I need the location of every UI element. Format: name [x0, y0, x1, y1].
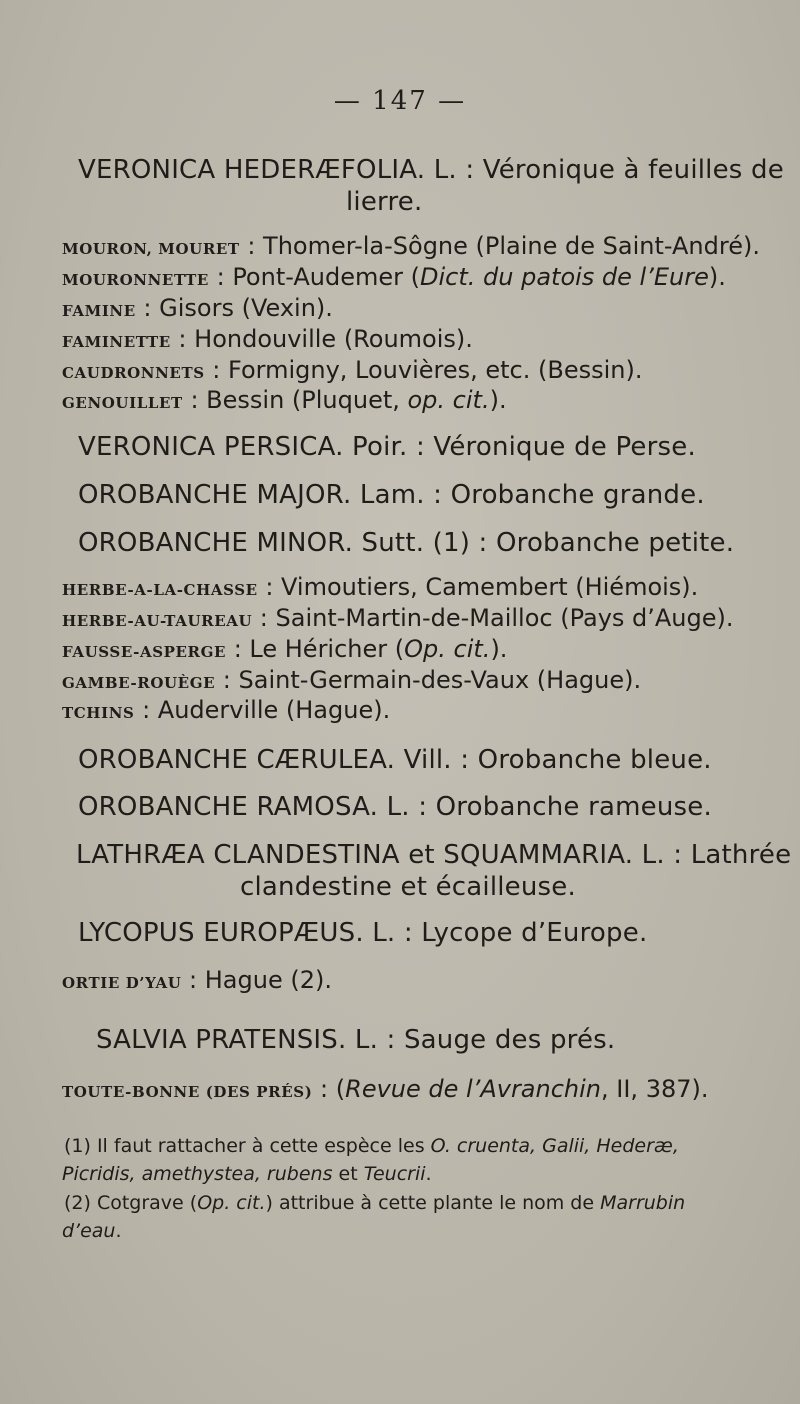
footnote-italic: d’eau — [62, 1220, 116, 1242]
dialect-entry — [62, 966, 332, 994]
page-number: — 147 — — [333, 86, 467, 116]
footnote-text: . — [425, 1163, 432, 1185]
species-heading-orobanche-caerulea: OROBANCHE CÆRULEA. Vill. : Orobanche bleue. — [78, 745, 712, 775]
footnote-text: (2) Cotgrave ( — [64, 1192, 198, 1214]
dialect-term: TOUTE-BONNE (DES PRÉS) — [62, 1083, 313, 1101]
dialect-location: : Bessin (Pluquet, — [182, 386, 408, 414]
footnote-text: et — [332, 1163, 364, 1185]
dialect-entry — [62, 263, 726, 291]
dialect-entry — [62, 635, 507, 663]
dialect-term: FAMINETTE — [62, 333, 171, 351]
dialect-entry — [62, 325, 473, 353]
dialect-term: HERBE-A-LA-CHASSE — [62, 581, 258, 599]
footnote-italic: O. cruenta, Galii, Hederæ, — [430, 1135, 679, 1157]
dialect-entry — [62, 356, 642, 384]
dialect-source: Op. cit. — [404, 635, 491, 663]
dialect-term: CAUDRONNETS — [62, 364, 205, 382]
species-heading-line: VERONICA HEDERÆFOLIA. L. : Véronique à feuilles de — [78, 155, 784, 185]
dialect-location: : Auderville (Hague). — [134, 696, 391, 724]
dialect-entry — [62, 573, 698, 601]
dialect-term: MOURONNETTE — [62, 271, 209, 289]
dialect-location: : Vimoutiers, Camembert (Hiémois). — [257, 573, 699, 601]
dialect-source: op. cit. — [407, 386, 490, 414]
dialect-location: ). — [490, 635, 508, 663]
species-heading-veronica-persica: VERONICA PERSICA. Poir. : Véronique de Perse. — [78, 432, 696, 462]
species-heading-orobanche-minor: OROBANCHE MINOR. Sutt. (1) : Orobanche petite. — [78, 528, 735, 558]
dialect-term: TCHINS — [62, 704, 135, 722]
dialect-term: FAUSSE-ASPERGE — [62, 643, 227, 661]
dialect-location: : Pont-Audemer ( — [208, 263, 420, 291]
dialect-term: ORTIE D’YAU — [62, 974, 182, 992]
dialect-term: GENOUILLET — [62, 394, 183, 412]
species-heading-line: LATHRÆA CLANDESTINA et SQUAMMARIA. L. : Lathrée — [76, 840, 792, 870]
footnote-text: ) attribue à cette plante le nom de — [265, 1192, 601, 1214]
dialect-term: MOURON, MOURET — [62, 240, 240, 258]
footnote-line — [64, 1135, 679, 1157]
species-heading-line: lierre. — [346, 187, 423, 217]
footnote-italic: Op. cit. — [197, 1192, 266, 1214]
dialect-term: HERBE-AU-TAUREAU — [62, 612, 253, 630]
dialect-term: FAMINE — [62, 302, 136, 320]
dialect-term: GAMBE-ROUÈGE — [62, 674, 216, 692]
dialect-location: : Saint-Martin-de-Mailloc (Pays d’Auge). — [252, 604, 734, 632]
footnote-text: (1) Il faut rattacher à cette espèce les — [64, 1135, 431, 1157]
species-heading-line: clandestine et écailleuse. — [240, 872, 576, 902]
footnote-line — [62, 1220, 122, 1242]
footnote-italic: Teucrii — [363, 1163, 426, 1185]
dialect-location: : Formigny, Louvières, etc. (Bessin). — [204, 356, 643, 384]
dialect-entry — [62, 232, 760, 260]
dialect-entry — [62, 294, 333, 322]
species-heading-lycopus-europaeus: LYCOPUS EUROPÆUS. L. : Lycope d’Europe. — [78, 918, 648, 948]
species-heading-orobanche-major: OROBANCHE MAJOR. Lam. : Orobanche grande. — [78, 480, 705, 510]
dialect-entry — [62, 1075, 709, 1103]
dialect-source: Dict. du patois de l’Eure — [420, 263, 709, 291]
dialect-entry — [62, 696, 390, 724]
dialect-location: , II, 387). — [601, 1075, 709, 1103]
footnote-italic: Marrubin — [600, 1192, 686, 1214]
dialect-source: Revue de l’Avranchin — [345, 1075, 602, 1103]
dialect-location: : Le Héricher ( — [226, 635, 405, 663]
species-heading-orobanche-ramosa: OROBANCHE RAMOSA. L. : Orobanche rameuse. — [78, 792, 712, 822]
footnote-line — [62, 1163, 432, 1185]
dialect-location: ). — [489, 386, 507, 414]
footnote-italic: Picridis, amethystea, rubens — [62, 1163, 333, 1185]
dialect-location: : Hague (2). — [181, 966, 332, 994]
dialect-location: : Gisors (Vexin). — [135, 294, 333, 322]
dialect-location: ). — [708, 263, 726, 291]
footnote-text: . — [115, 1220, 122, 1242]
dialect-location: : ( — [312, 1075, 346, 1103]
dialect-entry — [62, 386, 507, 414]
dialect-location: : Hondouville (Roumois). — [170, 325, 473, 353]
footnote-line — [64, 1192, 685, 1214]
dialect-location: : Saint-Germain-des-Vaux (Hague). — [215, 666, 642, 694]
dialect-entry — [62, 666, 641, 694]
species-heading-salvia-pratensis: SALVIA PRATENSIS. L. : Sauge des prés. — [96, 1025, 616, 1055]
dialect-entry — [62, 604, 734, 632]
dialect-location: : Thomer-la-Sôgne (Plaine de Saint-André). — [239, 232, 760, 260]
